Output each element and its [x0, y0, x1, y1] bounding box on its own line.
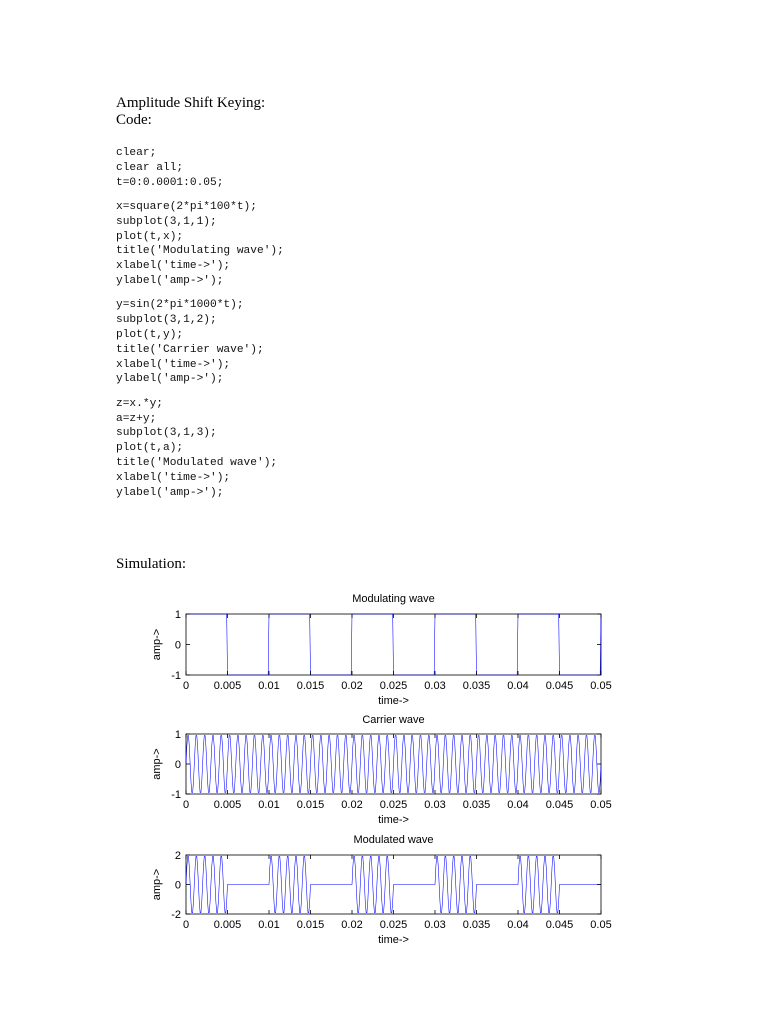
y-tick-label: -1 — [171, 789, 181, 801]
code-listing — [116, 146, 284, 500]
x-tick-label: 0.04 — [507, 680, 529, 692]
x-tick-label: 0.03 — [424, 919, 446, 931]
x-tick-label: 0 — [182, 799, 190, 811]
y-tick-label: -2 — [171, 909, 181, 921]
y-axis-label: amp-> — [151, 628, 163, 661]
plot-title: Carrier wave — [362, 714, 425, 726]
x-tick-label: 0.025 — [379, 680, 408, 692]
code-line: title('Modulated wave'); — [116, 456, 278, 469]
x-tick-label: 0.05 — [590, 680, 612, 692]
x-tick-label: 0.015 — [296, 919, 325, 931]
x-axis-label: time-> — [378, 695, 409, 707]
code-line: clear all; — [116, 161, 184, 174]
code-line: xlabel('time->'); — [116, 358, 231, 371]
code-line: x=square(2*pi*100*t); — [116, 200, 257, 213]
x-tick-label: 0.04 — [507, 919, 529, 931]
code-heading: Code: — [116, 112, 152, 128]
y-axis-label: amp-> — [151, 868, 163, 901]
code-block-gap — [116, 190, 284, 200]
x-tick-label: 0.01 — [258, 919, 280, 931]
code-line: plot(t,x); — [116, 230, 184, 243]
y-tick-label: -1 — [171, 670, 181, 682]
code-line: title('Carrier wave'); — [116, 343, 264, 356]
x-tick-label: 0.005 — [213, 680, 242, 692]
document-title: Amplitude Shift Keying: — [116, 95, 266, 111]
code-line: clear; — [116, 147, 157, 159]
x-tick-label: 0.035 — [462, 919, 491, 931]
code-line: t=0:0.0001:0.05; — [116, 176, 224, 189]
code-line: xlabel('time->'); — [116, 471, 231, 484]
x-tick-label: 0.04 — [507, 799, 529, 811]
x-axis-label: time-> — [378, 814, 409, 826]
x-tick-label: 0.035 — [462, 799, 491, 811]
y-tick-label: 0 — [174, 639, 181, 652]
x-tick-label: 0.02 — [341, 799, 363, 811]
code-line: xlabel('time->'); — [116, 260, 231, 273]
x-tick-label: 0.02 — [341, 919, 363, 931]
x-tick-label: 0.025 — [379, 799, 408, 811]
x-tick-label: 0.045 — [545, 680, 574, 692]
code-block-gap — [116, 289, 284, 299]
code-line: plot(t,a); — [116, 442, 184, 455]
code-line: a=z+y; — [116, 412, 157, 425]
code-block-gap — [116, 387, 284, 397]
code-line: ylabel('amp->'); — [116, 373, 224, 386]
y-tick-label: 0 — [174, 879, 181, 892]
code-line: ylabel('amp->'); — [116, 274, 224, 287]
code-line: subplot(3,1,3); — [116, 427, 217, 440]
x-tick-label: 0.045 — [545, 919, 574, 931]
x-tick-label: 0.05 — [590, 799, 612, 811]
simulation-figure — [0, 585, 768, 965]
y-tick-label: 0 — [174, 759, 181, 771]
x-tick-label: 0.01 — [258, 799, 280, 811]
subplot-3 — [151, 834, 612, 946]
x-tick-label: 0.02 — [341, 680, 363, 692]
plot-title: Modulated wave — [353, 834, 434, 846]
x-tick-label: 0.01 — [258, 680, 280, 692]
x-tick-label: 0.005 — [213, 799, 242, 811]
x-tick-label: 0.045 — [545, 799, 574, 811]
x-tick-label: 0.03 — [424, 680, 446, 692]
x-tick-label: 0 — [182, 680, 190, 692]
code-line: title('Modulating wave'); — [116, 245, 284, 258]
subplot-2 — [151, 714, 612, 826]
x-tick-label: 0.015 — [296, 680, 325, 692]
x-tick-label: 0.025 — [379, 919, 408, 931]
x-axis-label: time-> — [378, 934, 409, 946]
x-tick-label: 0 — [182, 919, 190, 931]
subplot-1 — [151, 593, 612, 707]
code-line: ylabel('amp->'); — [116, 486, 224, 499]
code-line: y=sin(2*pi*1000*t); — [116, 299, 244, 312]
code-line: plot(t,y); — [116, 328, 184, 341]
x-tick-label: 0.015 — [296, 799, 325, 811]
code-line: z=x.*y; — [116, 397, 163, 410]
plot-title: Modulating wave — [352, 593, 435, 605]
simulation-heading: Simulation: — [116, 556, 187, 572]
y-tick-label: 2 — [174, 850, 181, 862]
y-tick-label: 1 — [174, 729, 181, 741]
x-tick-label: 0.05 — [590, 919, 612, 931]
y-axis-label: amp-> — [151, 748, 163, 780]
x-tick-label: 0.005 — [213, 919, 242, 931]
code-line: subplot(3,1,1); — [116, 215, 217, 228]
x-tick-label: 0.03 — [424, 799, 446, 811]
y-tick-label: 1 — [174, 609, 181, 621]
x-tick-label: 0.035 — [462, 680, 491, 692]
code-line: subplot(3,1,2); — [116, 314, 217, 327]
